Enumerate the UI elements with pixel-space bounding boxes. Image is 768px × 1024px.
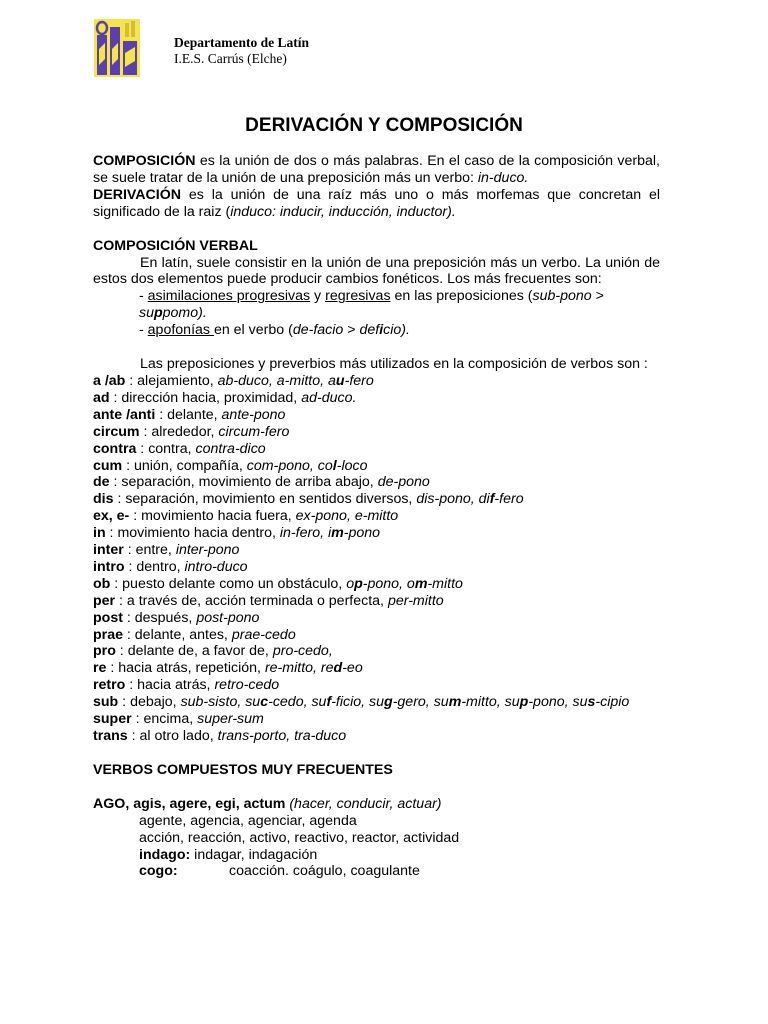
preposition-meaning: alejamiento, [137, 372, 218, 389]
preposition-example: sub-sisto, su [180, 694, 261, 711]
document-body [93, 153, 660, 880]
preposition-meaning: dentro, [136, 558, 185, 575]
preposition-entry: retro : hacia atrás, retro-cedo [93, 677, 280, 694]
preposition-entry: post : después, post-pono [93, 609, 260, 626]
preposition-term: post [93, 609, 123, 626]
preposition-entry: per : a través de, acción terminada o perfecta, per-mitto [93, 592, 444, 609]
preposition-example: d [333, 660, 343, 677]
preposition-meaning: separación, movimiento de arriba abajo, [121, 474, 378, 491]
preposition-entry: contra : contra, contra-dico [93, 440, 266, 457]
preposition-example: -cipio [595, 694, 630, 711]
preposition-example: ad-duco. [301, 389, 357, 406]
preposition-term: in [93, 525, 106, 542]
preposition-example: o [346, 575, 355, 592]
preposition-example: trans-porto, tra-duco [217, 728, 347, 744]
preposition-meaning: hacia atrás, repetición, [118, 660, 265, 677]
preposition-example: ex-pono, e-mitto [295, 508, 399, 525]
department-name: Departamento de Latín [174, 35, 309, 50]
preposition-term: contra [93, 440, 137, 457]
preposition-meaning: unión, compañía, [134, 457, 247, 474]
preposition-entry: intro : dentro, intro-duco [93, 558, 248, 575]
preposition-example: inter-pono [175, 542, 240, 559]
preposition-term: sub [93, 694, 119, 711]
ago-line-2: acción, reacción, activo, reactivo, reactor, actividad [139, 829, 460, 846]
preposition-meaning: hacia atrás, [137, 677, 215, 694]
preposition-term: a /ab [93, 372, 126, 389]
preposition-meaning: al otro lado, [139, 728, 218, 744]
preposition-example: m [414, 575, 428, 592]
preposition-example: per-mitto [387, 592, 444, 609]
school-name: I.E.S. Carrús (Elche) [174, 51, 287, 66]
preposition-meaning: encima, [143, 711, 198, 728]
preposition-entry: cum : unión, compañía, com-pono, col-loco [93, 457, 368, 474]
preposition-entry: circum : alrededor, circum-fero [93, 423, 290, 440]
preposition-example: m [331, 525, 344, 542]
preposition-example: -ficio, su [331, 694, 385, 711]
preposition-meaning: entre, [135, 542, 176, 559]
preposition-example: post-pono [196, 609, 260, 626]
ago-entry: AGO, agis, agere, egi, actum (hacer, conducir, actuar) [93, 795, 442, 812]
preposition-term: ex, e- [93, 508, 130, 525]
preposition-term: de [93, 474, 110, 491]
preposition-example: l [332, 457, 337, 474]
preposition-example: -pono, o [362, 575, 415, 592]
preposition-term: re [93, 660, 107, 677]
preposition-example: -cedo, su [268, 694, 327, 711]
preposition-entry: dis : separación, movimiento en sentidos diversos, dis-pono, dif-fero [93, 491, 524, 508]
preposition-meaning: movimiento hacia fuera, [141, 508, 296, 525]
preposition-entry: sub : debajo, sub-sisto, suc-cedo, suf-ficio, sug-gero, sum-mitto, sup-pono, sus-cipio [93, 694, 630, 711]
preposition-example: retro-cedo [214, 677, 280, 694]
preposition-entry: ob : puesto delante como un obstáculo, op-pono, om-mitto [93, 575, 463, 592]
header [174, 35, 309, 67]
indago-line: indago: indagar, indagación [139, 846, 318, 863]
ago-line-1: agente, agencia, agenciar, agenda [139, 812, 357, 829]
preposition-example: -mitto [427, 575, 463, 592]
cogo-line: cogo: coacción. coágulo, coagulante [139, 863, 420, 880]
preposition-meaning: movimiento hacia dentro, [117, 525, 280, 542]
preposition-example: in-fero, i [279, 525, 332, 542]
preposition-meaning: delante, [167, 406, 222, 423]
preposition-term: ob [93, 575, 111, 592]
preposition-example: ante-pono [221, 406, 286, 423]
preposition-entry: ad : dirección hacia, proximidad, ad-duco. [93, 389, 357, 406]
preposition-term: cum [93, 457, 123, 474]
derivacion-term: DERIVACIÓN [93, 186, 182, 203]
preposition-term: intro [93, 558, 125, 575]
preposition-example: -pono, su [528, 694, 588, 711]
preposition-entry: prae : delante, antes, prae-cedo [93, 626, 296, 643]
preposition-entry: de : separación, movimiento de arriba abajo, de-pono [93, 474, 430, 491]
preposition-meaning: a través de, acción terminada o perfecta, [126, 592, 388, 609]
verbal-intro: En latín, suele consistir en la unión de una preposición más un verbo. La unión de estos dos elementos puede producir cambios fonéticos. Los más frecuentes son: [93, 254, 660, 288]
preposition-example: c [260, 694, 269, 711]
preposition-example: u [335, 372, 345, 389]
preposition-term: super [93, 711, 132, 728]
preposition-example: contra-dico [195, 440, 266, 457]
bullet-asimilaciones: - asimilaciones progresivas y regresivas en las preposiciones (sub-pono > suppomo). [139, 288, 604, 322]
verbal-heading: COMPOSICIÓN VERBAL [93, 237, 258, 254]
preposition-example: prae-cedo [231, 626, 296, 643]
preposition-entry: in : movimiento hacia dentro, in-fero, im-pono [93, 525, 381, 542]
preposition-example: circum-fero [218, 423, 290, 440]
preposition-example: -mitto, su [461, 694, 520, 711]
preposition-example: -fero [344, 372, 374, 389]
preposition-example: com-pono, co [246, 457, 333, 474]
preposition-meaning: delante, antes, [134, 626, 232, 643]
preposition-term: dis [93, 491, 114, 508]
prepositions-list [93, 373, 660, 745]
preposition-example: re-mitto, re [264, 660, 334, 677]
preposition-example: p [354, 575, 363, 592]
prepositions-intro: Las preposiciones y preverbios más utilizados en la composición de verbos son : [140, 356, 648, 373]
preposition-example: ab-duco, a-mitto, a [217, 372, 336, 389]
frequent-heading: VERBOS COMPUESTOS MUY FRECUENTES [93, 761, 393, 778]
preposition-example: g [384, 694, 393, 711]
preposition-entry: super : encima, super-sum [93, 711, 264, 728]
composicion-term: COMPOSICIÓN [93, 153, 196, 169]
preposition-term: pro [93, 643, 116, 660]
preposition-meaning: puesto delante como un obstáculo, [122, 575, 347, 592]
preposition-entry: pro : delante de, a favor de, pro-cedo, [93, 643, 333, 660]
preposition-example: -fero [494, 491, 524, 508]
preposition-example: p [519, 694, 529, 711]
preposition-example: pro-cedo, [272, 643, 333, 660]
preposition-entry: ex, e- : movimiento hacia fuera, ex-pono, e-mitto [93, 508, 399, 525]
preposition-example: super-sum [197, 711, 264, 728]
preposition-term: retro [93, 677, 126, 694]
preposition-meaning: separación, movimiento en sentidos diversos, [125, 491, 417, 508]
preposition-meaning: debajo, [130, 694, 181, 711]
preposition-term: circum [93, 423, 140, 440]
preposition-entry: a /ab : alejamiento, ab-duco, a-mitto, au-fero [93, 372, 374, 389]
preposition-example: -eo [342, 660, 363, 677]
preposition-example: -pono [343, 525, 381, 542]
page-title: DERIVACIÓN Y COMPOSICIÓN [245, 115, 523, 136]
preposition-term: inter [93, 542, 124, 559]
preposition-meaning: contra, [148, 440, 196, 457]
preposition-example: f [489, 491, 495, 508]
preposition-term: ad [93, 389, 110, 406]
preposition-term: per [93, 592, 116, 609]
preposition-example: s [587, 694, 596, 711]
preposition-example: -loco [336, 457, 368, 474]
preposition-example: -gero, su [392, 694, 449, 711]
preposition-meaning: dirección hacia, proximidad, [121, 389, 302, 406]
preposition-example: dis-pono, di [416, 491, 490, 508]
composicion-definition: COMPOSICIÓN es la unión de dos o más palabras. En el caso de la composición verbal, se suele tratar de la unión de una preposición más un verbo: in-duco. [93, 153, 660, 186]
preposition-entry: re : hacia atrás, repetición, re-mitto, red-eo [93, 660, 363, 677]
preposition-term: trans [93, 728, 128, 744]
preposition-entry: inter : entre, inter-pono [93, 542, 240, 559]
preposition-entry: ante /anti : delante, ante-pono [93, 406, 286, 423]
preposition-meaning: delante de, a favor de, [127, 643, 273, 660]
school-logo [94, 19, 140, 77]
preposition-example: intro-duco [184, 558, 248, 575]
derivacion-definition: DERIVACIÓN es la unión de una raíz más uno o más morfemas que concretan el significado de la raiz (induco: inducir, inducción, inductor). [93, 186, 660, 220]
preposition-example: f [326, 694, 332, 711]
preposition-example: de-pono [377, 474, 430, 491]
preposition-entry: trans : al otro lado, trans-porto, tra-duco [93, 728, 347, 744]
bullet-apofonias: - apofonías en el verbo (de-facio > deficio). [139, 322, 410, 339]
preposition-example: m [448, 694, 462, 711]
preposition-meaning: alrededor, [151, 423, 219, 440]
preposition-term: prae [93, 626, 123, 643]
preposition-meaning: después, [134, 609, 197, 626]
preposition-term: ante /anti [93, 406, 156, 423]
